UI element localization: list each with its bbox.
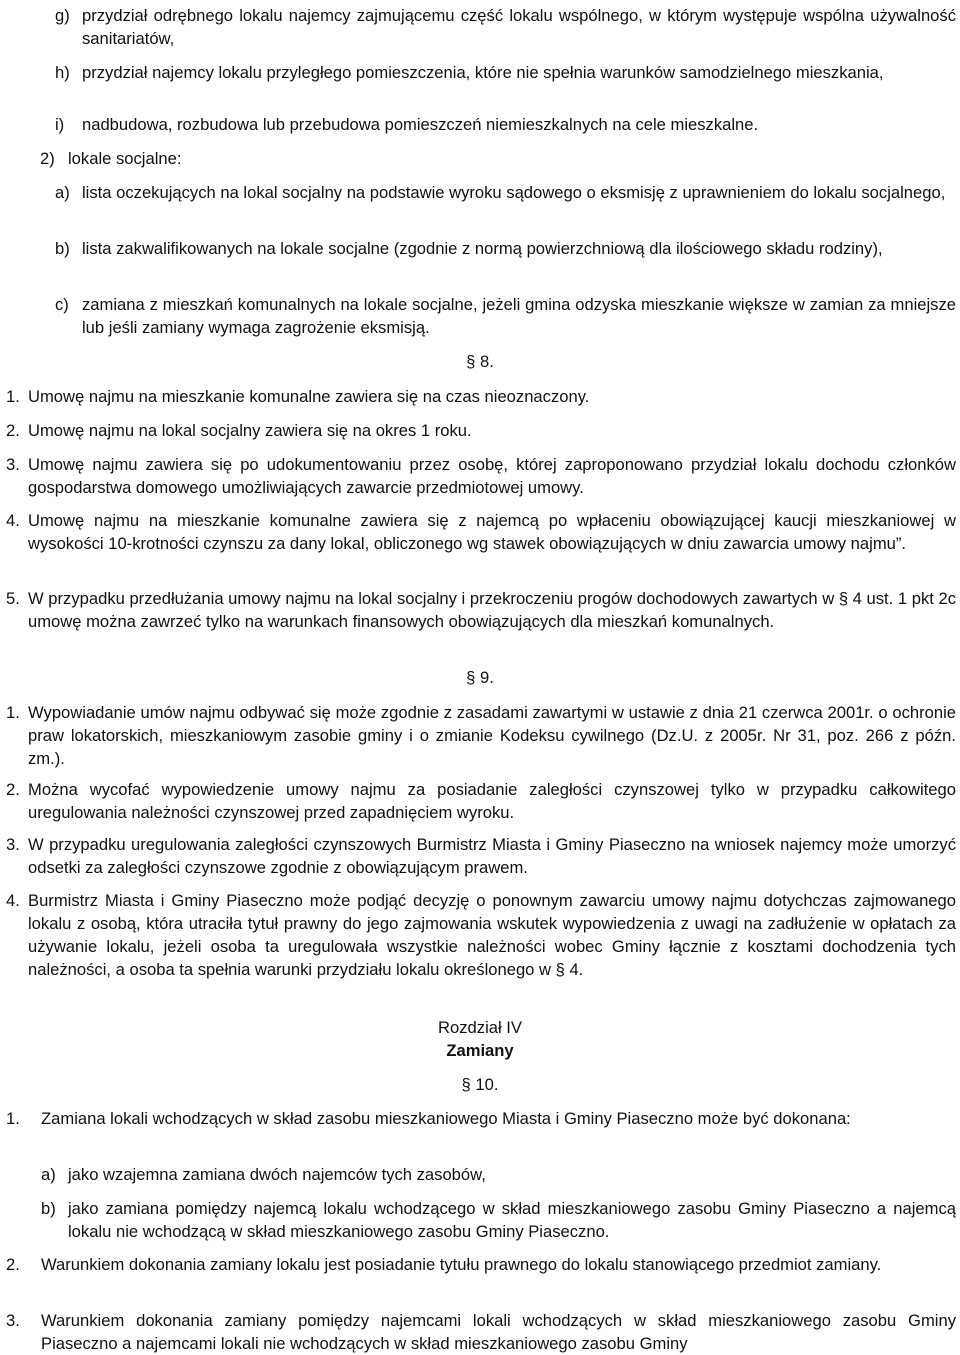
item-h-label: h) (55, 63, 70, 82)
s10-item-1-text: Zamiana lokali wchodzących w skład zasobu mieszkaniowego Miasta i Gminy Piaseczno może być dokonana: (41, 1109, 851, 1128)
point-2-text: lokale socjalne: (68, 149, 182, 168)
s10-item-1a-label: a) (41, 1165, 56, 1184)
chapter-title: Zamiany (446, 1041, 514, 1060)
s10-item-1-label: 1. (6, 1109, 20, 1128)
s8-item-3-text: Umowę najmu zawiera się po udokumentowaniu przez osobę, której zaproponowano przydział lokalu dochodu członków gospodarstwa domowego umożliwiających zawarcie przedmiotowej umowy. (28, 455, 956, 497)
s8-item-3-label: 3. (6, 455, 20, 474)
s10-item-1b-text: jako zamiana pomiędzy najemcą lokalu wchodzącego w skład mieszkaniowego zasobu Gminy Piaseczno a najemcą lokalu nie wchodzącą w skład mieszkaniowego zasobu Gminy Piaseczno. (68, 1199, 956, 1241)
s10-item-3-text: Warunkiem dokonania zamiany pomiędzy najemcami lokali wchodzących w skład mieszkaniowego zasobu Gminy Piaseczno a najemcami lokali nie wchodzących w skład mieszkaniowego zasobu Gminy (41, 1311, 956, 1353)
s9-item-4-text: Burmistrz Miasta i Gminy Piaseczno może podjąć decyzję o ponownym zawarciu umowy najmu dotychczas zajmowanego lokalu z osobą, która utraciła tytuł prawny do jego zajmowania wskutek wypowiedzenia z uwagi na zadłużenie w opłatach za używanie lokalu, jeżeli osoba ta uregulowała wszystkie należności wobec Gminy łącznie z kosztami dochodzenia tych należności, a osoba ta spełnia warunki przydziału lokalu określonego w § 4. (28, 891, 956, 979)
s8-item-2-text: Umowę najmu na lokal socjalny zawiera się na okres 1 roku. (28, 421, 472, 440)
chapter-heading: Rozdział IV (438, 1018, 522, 1037)
s8-item-2-label: 2. (6, 421, 20, 440)
item-g-text: przydział odrębnego lokalu najemcy zajmującemu część lokalu wspólnego, w którym występuje wspólna używalność sanitariatów, (82, 6, 956, 48)
s9-item-4-label: 4. (6, 891, 20, 910)
point-2a-text: lista oczekujących na lokal socjalny na podstawie wyroku sądowego o eksmisję z uprawnieniem do lokalu socjalnego, (82, 183, 946, 202)
s8-item-1-text: Umowę najmu na mieszkanie komunalne zawiera się na czas nieoznaczony. (28, 387, 590, 406)
s10-item-1b-label: b) (41, 1199, 56, 1218)
item-g-label: g) (55, 6, 70, 25)
s8-item-1-label: 1. (6, 387, 20, 406)
section-9-heading: § 9. (466, 668, 494, 687)
s9-item-2-text: Można wycofać wypowiedzenie umowy najmu za posiadanie zaległości czynszowej tylko w przypadku całkowitego uregulowania należności czynszowej przed zapadnięciem wyroku. (28, 780, 956, 822)
point-2-label: 2) (40, 149, 55, 168)
section-8-heading: § 8. (466, 352, 494, 371)
s8-item-5-text: W przypadku przedłużania umowy najmu na lokal socjalny i przekroczeniu progów dochodowych zawartych w § 4 ust. 1 pkt 2c umowę można zawrzeć tylko na warunkach finansowych obowiązujących dla mieszkań komunalnych. (28, 589, 956, 631)
point-2b-label: b) (55, 239, 70, 258)
s9-item-1-label: 1. (6, 703, 20, 722)
s10-item-3-label: 3. (6, 1311, 20, 1330)
item-i-label: i) (55, 115, 65, 134)
point-2c-label: c) (55, 295, 69, 314)
item-h-text: przydział najemcy lokalu przyległego pomieszczenia, które nie spełnia warunków samodzielnego mieszkania, (82, 63, 884, 82)
s8-item-4-text: Umowę najmu na mieszkanie komunalne zawiera się z najemcą po wpłaceniu obowiązującej kaucji mieszkaniowej w wysokości 10-krotności czynszu za dany lokal, obliczonego wg stawek obowiązujących w dniu zawarcia umowy najmu”. (28, 511, 956, 553)
point-2a-label: a) (55, 183, 70, 202)
s8-item-5-label: 5. (6, 589, 20, 608)
s10-item-1a-text: jako wzajemna zamiana dwóch najemców tych zasobów, (68, 1165, 486, 1184)
s8-item-4-label: 4. (6, 511, 20, 530)
item-i-text: nadbudowa, rozbudowa lub przebudowa pomieszczeń niemieszkalnych na cele mieszkalne. (82, 115, 759, 134)
s9-item-2-label: 2. (6, 780, 20, 799)
s10-item-2-text: Warunkiem dokonania zamiany lokalu jest posiadanie tytułu prawnego do lokalu stanowiącego przedmiot zamiany. (41, 1255, 882, 1274)
s9-item-1-text: Wypowiadanie umów najmu odbywać się może zgodnie z zasadami zawartymi w ustawie z dnia 21 czerwca 2001r. o ochronie praw lokatorskich, mieszkaniowym zasobie gminy i o zmianie Kodeksu cywilnego (Dz.U. z 2005r. Nr 31, poz. 266 z późn. zm.). (28, 703, 956, 768)
s9-item-3-label: 3. (6, 835, 20, 854)
point-2b-text: lista zakwalifikowanych na lokale socjalne (zgodnie z normą powierzchniową dla ilościowego składu rodziny), (82, 239, 883, 258)
s9-item-3-text: W przypadku uregulowania zaległości czynszowych Burmistrz Miasta i Gminy Piaseczno na wniosek najemcy może umorzyć odsetki za zaległości czynszowe zgodnie z obowiązującym prawem. (28, 835, 956, 877)
s10-item-2-label: 2. (6, 1255, 20, 1274)
section-10-heading: § 10. (461, 1075, 499, 1094)
point-2c-text: zamiana z mieszkań komunalnych na lokale socjalne, jeżeli gmina odzyska mieszkanie większe w zamian za mniejsze lub jeśli zamiany wymaga zagrożenie eksmisją. (82, 295, 956, 337)
